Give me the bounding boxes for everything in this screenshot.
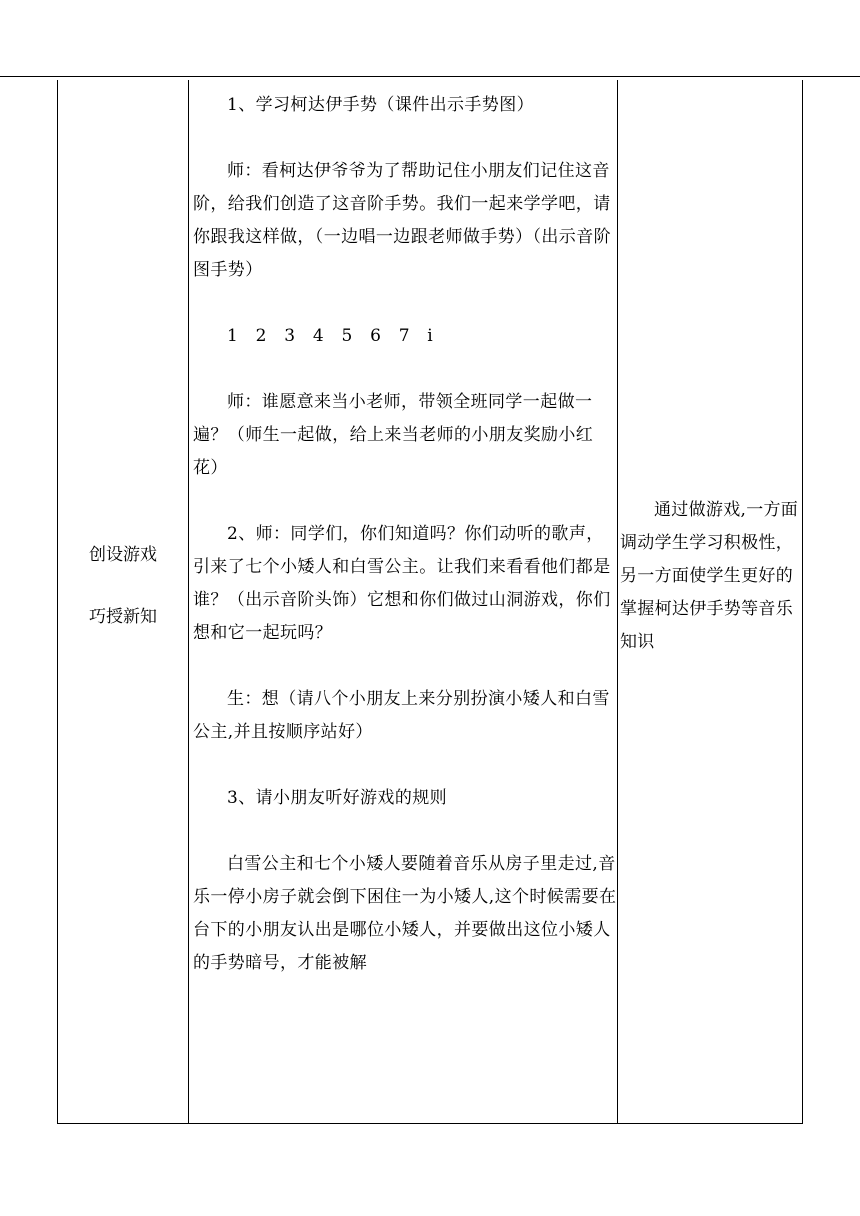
- paragraph-teacher-volunteer: 师：谁愿意来当小老师，带领全班同学一起做一遍？（师生一起做，给上来当老师的小朋友奖励小红花）: [193, 392, 594, 478]
- paragraph-student-reply: 生：想（请八个小朋友上来分别扮演小矮人和白雪公主,并且按顺序站好）: [193, 689, 610, 742]
- table-divider-1: [188, 80, 189, 1124]
- paragraph-rules-heading: 3、请小朋友听好游戏的规则: [227, 788, 448, 808]
- paragraph-kodaly-heading: 1、学习柯达伊手势（课件出示手势图）: [227, 95, 535, 115]
- paragraph-rules-detail: 白雪公主和七个小矮人要随着音乐从房子里走过,音乐一停小房子就会倒下困住一为小矮人,这个时候需要在台下的小朋友认出是哪位小矮人，并要做出这位小矮人的手势暗号，才能被解: [193, 854, 617, 973]
- phase-line-1: 创设游戏: [89, 545, 157, 565]
- notes-cell: [620, 494, 802, 659]
- phase-cell: [58, 540, 188, 664]
- header-rule: [0, 76, 860, 77]
- table-divider-2: [617, 80, 618, 1124]
- notes-text: 通过做游戏,一方面调动学生学习积极性，另一方面使学生更好的掌握柯达伊手势等音乐知识: [620, 500, 799, 652]
- phase-line-2: 巧授新知: [89, 607, 157, 627]
- paragraph-game-intro: 2、师：同学们，你们知道吗？你们动听的歌声，引来了七个小矮人和白雪公主。让我们来看看他们都是谁？（出示音阶头饰）它想和你们做过山洞游戏，你们想和它一起玩吗？: [193, 524, 611, 643]
- table-border-bottom: [57, 1123, 803, 1124]
- content-cell: [193, 89, 617, 980]
- table-border-right: [802, 80, 803, 1124]
- paragraph-teacher-intro: 师：看柯达伊爷爷为了帮助记住小朋友们记住这音阶，给我们创造了这音阶手势。我们一起来学学吧，请你跟我这样做，（一边唱一边跟老师做手势）（出示音阶图手势）: [193, 161, 611, 280]
- paragraph-scale-numbers: 1 2 3 4 5 6 7 i: [227, 326, 434, 346]
